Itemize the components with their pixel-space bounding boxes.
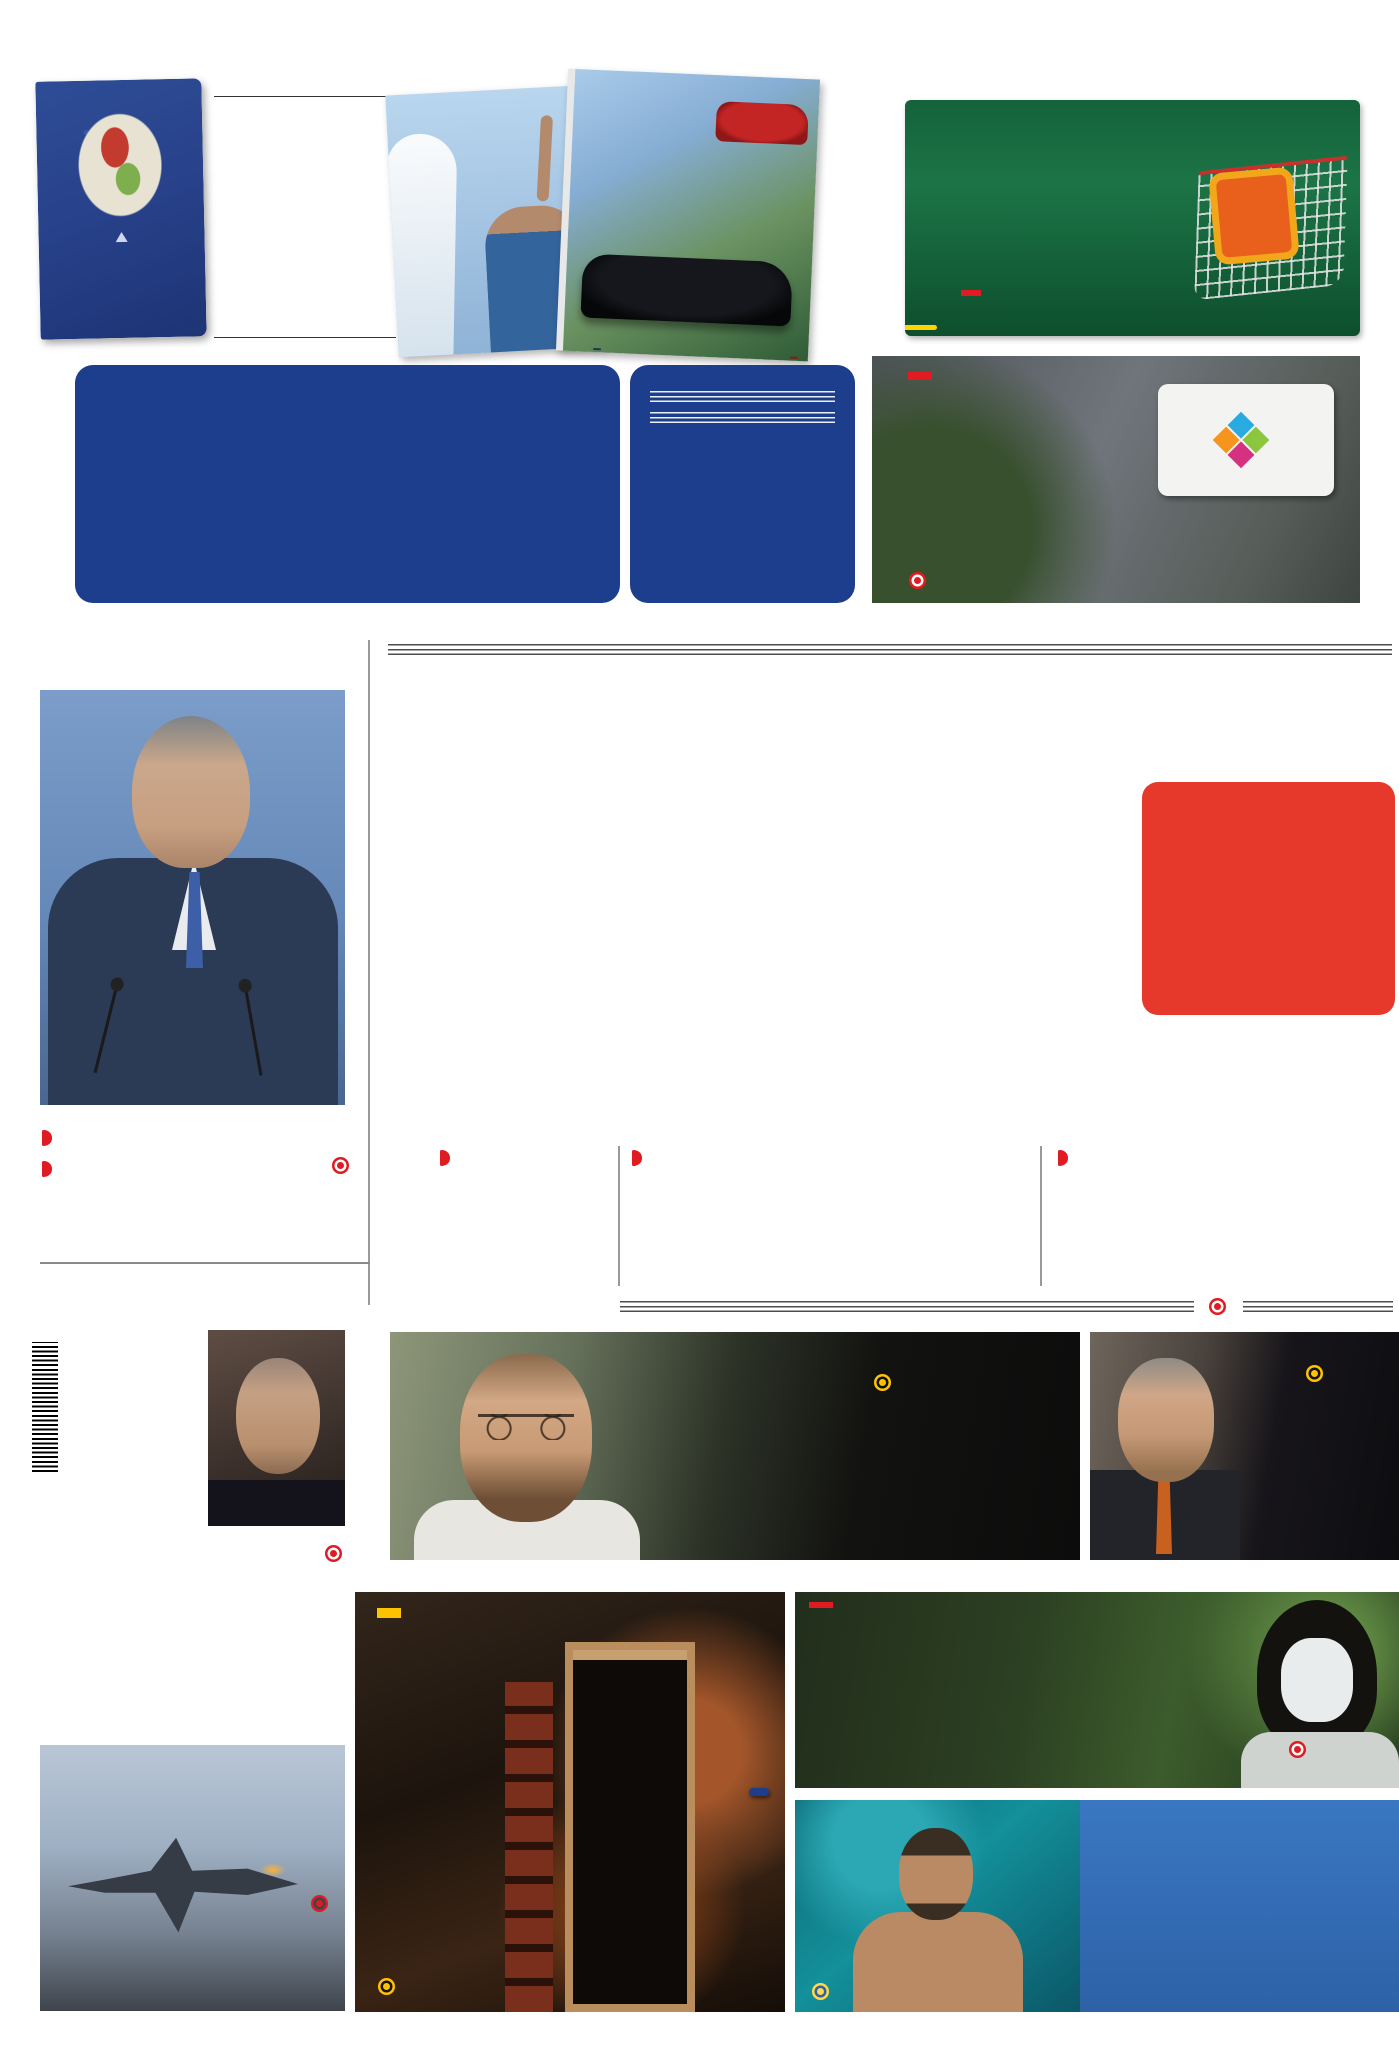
page-ref	[324, 1545, 345, 1567]
divider-lines	[1243, 1301, 1393, 1314]
burned-doorway-shape	[565, 1642, 695, 2012]
bullseye-icon	[383, 1983, 390, 1990]
bullseye-icon	[817, 1988, 824, 1995]
drive-bottom-line	[563, 331, 808, 357]
bullet-icon	[440, 1150, 450, 1166]
drive-footer-logo-nexcar	[790, 357, 798, 359]
page-ref	[377, 1977, 398, 2000]
kicker-headline	[388, 636, 1392, 657]
zachariadis-quote-box	[390, 1332, 1080, 1560]
book-ad-text	[214, 96, 396, 338]
efka-source	[908, 575, 929, 593]
face-shape	[899, 1828, 973, 1920]
face-shape	[1118, 1358, 1214, 1482]
red-car-photo	[715, 101, 809, 145]
masthead-issue-box	[630, 365, 855, 603]
masthead-logo-box	[75, 365, 620, 603]
karamanlis-quote-box	[1090, 1332, 1399, 1560]
aegean-subtext	[42, 1545, 345, 1567]
bullet-item	[42, 1122, 352, 1151]
aegean-story	[40, 1330, 345, 1526]
efka-story-box	[872, 356, 1360, 603]
bullet-icon	[1058, 1150, 1068, 1166]
torso-shape	[853, 1912, 1023, 2012]
bullseye-icon	[1294, 1746, 1301, 1753]
efka-badge	[908, 372, 932, 380]
mitsotakis-photo	[40, 690, 345, 1105]
bullseye-icon	[316, 1900, 323, 1907]
summary-column-1	[440, 1142, 618, 1171]
shoulders-shape	[1241, 1732, 1399, 1788]
book-cover-series	[36, 94, 202, 97]
face-shape	[236, 1358, 320, 1474]
section-divider	[40, 1262, 370, 1264]
bullet-icon	[42, 1130, 52, 1146]
issue-price	[646, 435, 839, 468]
bullseye-icon	[337, 1162, 344, 1169]
bullet-icon	[42, 1161, 52, 1177]
bullet-item	[42, 1153, 352, 1182]
bullseye-icon	[1214, 1303, 1221, 1310]
red-highlight-box	[1142, 782, 1395, 1015]
column-divider	[1040, 1146, 1042, 1286]
publisher-logo-icon	[115, 232, 127, 242]
instyle-logo	[386, 91, 592, 102]
saint-story-box	[795, 1800, 1399, 2012]
voucher-red-strip	[961, 290, 981, 296]
saint-text-panel	[1080, 1800, 1399, 2012]
glasses-shape	[478, 1414, 574, 1440]
page-ref	[331, 1155, 352, 1180]
bullseye-icon	[1311, 1370, 1318, 1377]
page-ref	[310, 1895, 331, 1916]
tie-shape	[1156, 1474, 1172, 1554]
bullseye-icon	[879, 1379, 886, 1386]
cover-model-arm	[537, 115, 553, 202]
summary-column-2	[632, 1142, 1020, 1171]
summary-column-3	[1058, 1142, 1393, 1171]
main-story-pages	[620, 1294, 1393, 1320]
story-badge	[809, 1602, 833, 1608]
drive-footer-logo-elta	[593, 348, 601, 350]
bookshelf-shape	[505, 1682, 553, 2012]
efka-building-sign	[1158, 384, 1334, 496]
story-badge	[377, 1608, 401, 1618]
quote-panel	[686, 1332, 1080, 1560]
page-ref	[700, 1372, 1066, 1396]
face-shape	[132, 716, 250, 868]
erdogan-photo	[208, 1330, 345, 1526]
book-ad-edition-line	[214, 123, 396, 146]
quote-panel	[1232, 1332, 1399, 1560]
mitsotakis-bullets	[42, 1122, 352, 1182]
book-cover	[35, 78, 206, 339]
column-divider	[618, 1146, 620, 1286]
realnews-sign	[749, 1788, 769, 1796]
f35-story	[40, 1745, 345, 2011]
black-car-photo	[580, 253, 793, 326]
divider-lines	[620, 1301, 1194, 1314]
bullet-icon	[632, 1150, 642, 1166]
face-mask-shape	[1281, 1638, 1353, 1722]
geyser-photo-shape	[385, 132, 457, 357]
page-ref	[811, 1986, 832, 2004]
bullseye-icon	[330, 1550, 337, 1557]
f35-jet-silhouette	[68, 1829, 298, 1939]
column-divider	[368, 640, 370, 1305]
realgroup-story-box	[355, 1592, 785, 2012]
page-ref	[1288, 1742, 1309, 1762]
bazaar-voucher-ad	[905, 100, 1360, 336]
patra-story-box	[795, 1592, 1399, 1788]
bullseye-icon	[914, 577, 921, 584]
voucher-coupon-strip	[905, 325, 937, 330]
page-ref	[1240, 1368, 1391, 1385]
saint-pool-photo	[795, 1800, 1080, 2012]
efka-logo-icon	[1213, 412, 1270, 469]
suit-shape	[208, 1480, 345, 1526]
divider-lines	[650, 391, 835, 404]
drive-magazine-cover	[556, 69, 820, 362]
divider-lines	[650, 412, 835, 425]
book-cover-illustration	[71, 105, 169, 225]
bazaar-logo	[1208, 167, 1300, 266]
divider-lines	[388, 644, 1392, 657]
